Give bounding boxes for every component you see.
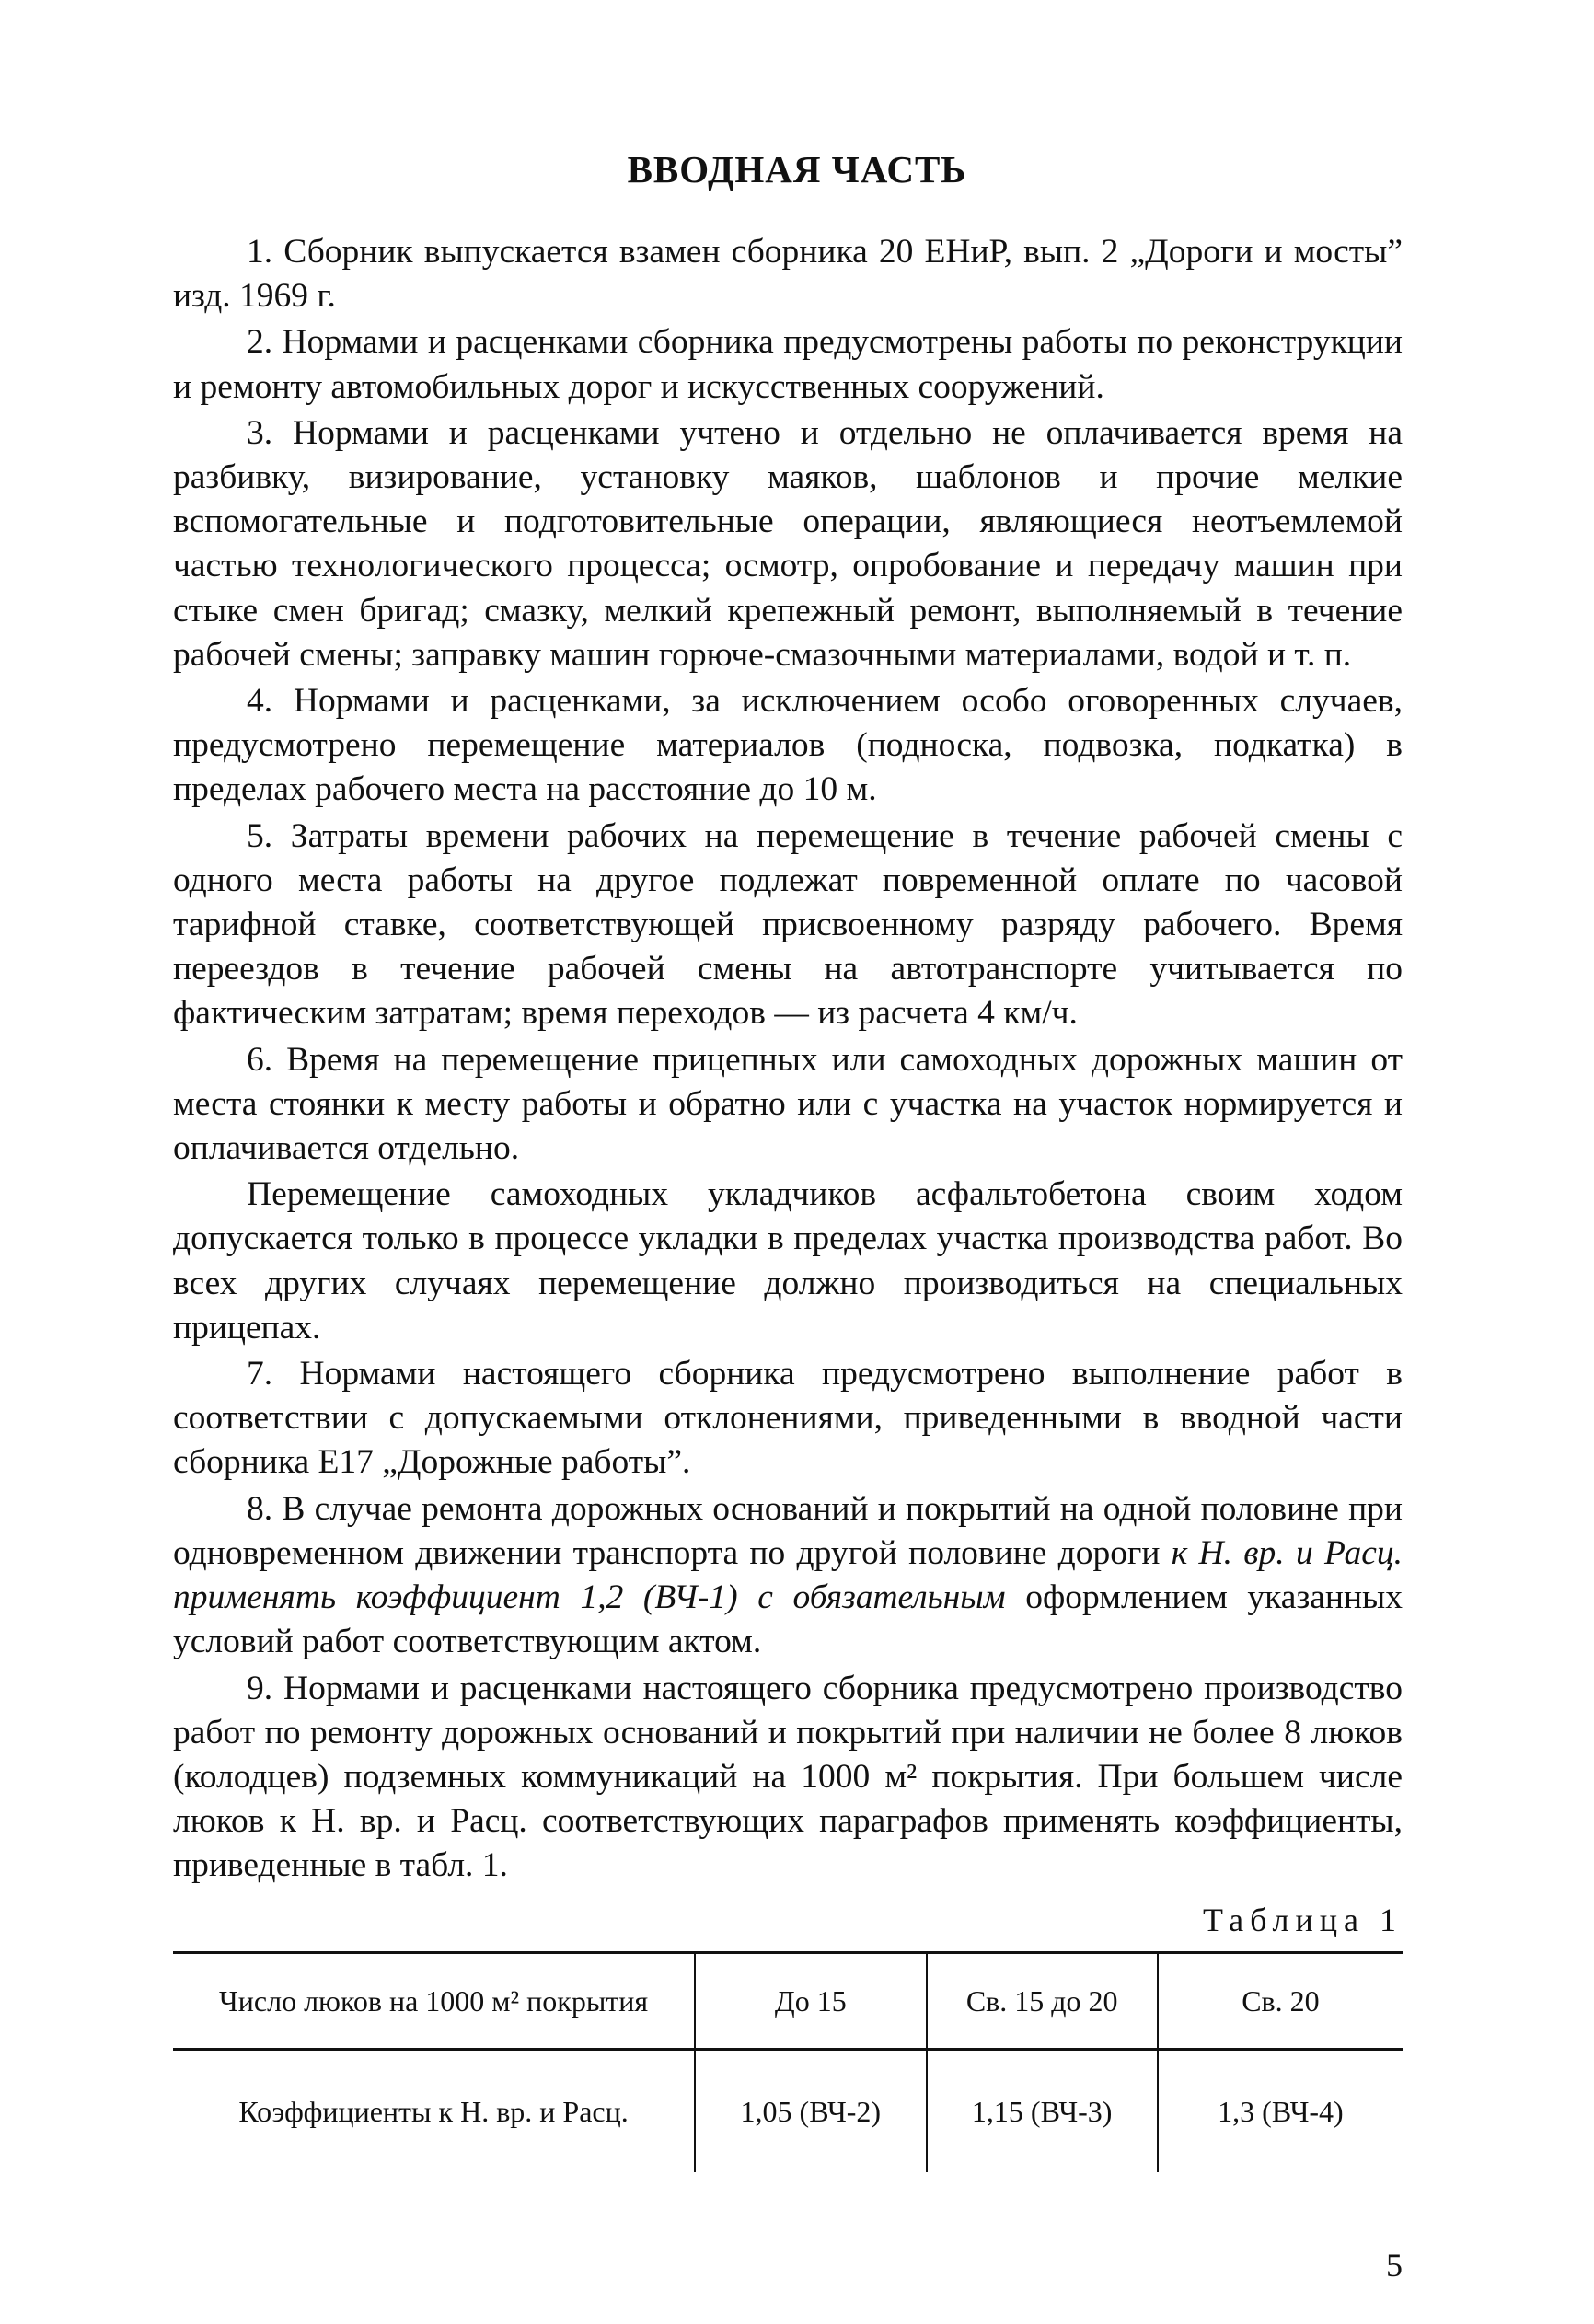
- paragraph-8-italic: к Н. вр. и Расц. применять коэффициент 1,2 (ВЧ-1) с обязательным: [173, 1533, 1403, 1617]
- table-header-cell: До 15: [695, 1953, 926, 2050]
- paragraph-3: 3. Нормами и расценками учтено и отдельно не оплачивается время на разбивку, визирование, установку маяков, шаблонов и прочие мелкие вспомогательные и подготовительные операции, являющиеся неотъемлемой частью технологического процесса; осмотр, опробование и передачу машин при стыке смен бригад; смазку, мелкий крепежный ремонт, выполняемый в течение рабочей смены; заправку машин горюче-смазочными материалами, водой и т. п.: [173, 413, 1403, 674]
- paragraph-6-continued: Перемещение самоходных укладчиков асфальтобетона своим ходом допускается только в процессе укладки в пределах участка производства работ. Во всех других случаях перемещение должно производиться на специальных прицепах.: [173, 1175, 1403, 1347]
- paragraph-8-end: оформлением указанных условий работ соответствующим актом.: [173, 1578, 1403, 1661]
- paragraph-9: 9. Нормами и расценками настоящего сборника предусмотрено производство работ по ремонту дорожных оснований и покрытий при наличии не более 8 люков (колодцев) подземных коммуникаций на 1000 м² покрытия. При большем числе люков к Н. вр. и Расц. соответствующих параграфов применять коэффициенты, приведенные в табл. 1.: [173, 1669, 1403, 1885]
- body-text: [173, 230, 1403, 1890]
- paragraph-8: [173, 1487, 1403, 1665]
- paragraph-6: 6. Время на перемещение прицепных или самоходных дорожных машин от места стоянки к месту работы и обратно или с участка на участок нормируется и оплачивается отдельно.: [173, 1040, 1403, 1168]
- table-row: [173, 2050, 1403, 2173]
- paragraph-1: 1. Сборник выпускается взамен сборника 20 ЕНиР, вып. 2 „Дороги и мосты” изд. 1969 г.: [173, 233, 1403, 316]
- page-number: 5: [1386, 2247, 1403, 2284]
- table-cell: 1,15 (ВЧ-3): [927, 2050, 1158, 2173]
- table-header-cell: Число люков на 1000 м² покрытия: [173, 1953, 695, 2050]
- paragraph-7: 7. Нормами настоящего сборника предусмотрено выполнение работ в соответствии с допускаемыми отклонениями, приведенными в вводной части сборника Е17 „Дорожные работы”.: [173, 1355, 1403, 1482]
- paragraph-4: 4. Нормами и расценками, за исключением особо оговоренных случаев, предусмотрено перемещение материалов (подноска, подвозка, подкатка) в пределах рабочего места на расстояние до 10 м.: [173, 682, 1403, 809]
- table-cell: 1,3 (ВЧ-4): [1158, 2050, 1403, 2173]
- paragraph-5: 5. Затраты времени рабочих на перемещение в течение рабочей смены с одного места работы на другое подлежат повременной оплате по часовой тарифной ставке, соответствующей присвоенному разряду рабочего. Время переездов в течение рабочей смены на автотранспорте учитывается по фактическим затратам; время переходов — из расчета 4 км/ч.: [173, 816, 1403, 1033]
- table-header-cell: Св. 20: [1158, 1953, 1403, 2050]
- table-header-row: [173, 1953, 1403, 2050]
- paragraph-8-start: 8. В случае ремонта дорожных оснований и покрытий на одной половине при одновременном движении транспорта по другой половине дороги: [173, 1489, 1403, 1572]
- section-heading: ВВОДНАЯ ЧАСТЬ: [627, 148, 967, 191]
- paragraph-2: 2. Нормами и расценками сборника предусмотрены работы по реконструкции и ремонту автомобильных дорог и искусственных сооружений.: [173, 323, 1403, 406]
- coefficient-table: [173, 1951, 1403, 2172]
- table-header-cell: Св. 15 до 20: [927, 1953, 1158, 2050]
- table-cell: 1,05 (ВЧ-2): [695, 2050, 926, 2173]
- table-cell: Коэффициенты к Н. вр. и Расц.: [238, 2094, 629, 2128]
- table-caption: Таблица 1: [1203, 1902, 1403, 1938]
